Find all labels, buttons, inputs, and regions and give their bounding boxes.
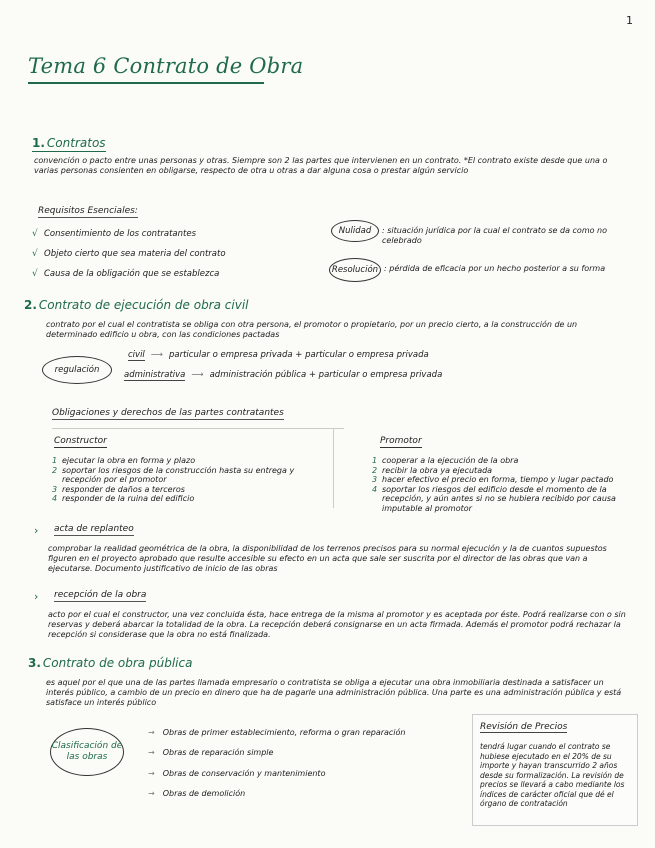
arrow-right-icon: → [148,789,155,799]
regulacion-admin-row [124,370,442,380]
constructor-heading: Constructor [54,436,107,446]
section-3-heading [28,656,192,670]
resolucion-definition: : pérdida de eficacia por un hecho posterior a su forma [384,264,606,273]
section-3-number: 3. [28,656,41,670]
section-1-heading [32,136,106,152]
list-item: → Obras de demolición [148,789,246,799]
regulacion-civil-row [128,350,429,360]
requisito-item [32,224,332,244]
clasificacion-label: Clasificación de las obras [51,741,123,762]
civil-key: civil [128,350,145,360]
list-item: → Obras de reparación simple [148,748,274,758]
section-3-title: Contrato de obra pública [42,656,193,670]
recepcion-text: acto por el cual el constructor, una vez concluida ésta, hace entrega de la misma al promotor y es aceptada por éste. Podrá realizarse con o sin reservas y deberá abarcar la totalidad de la obra. La recepción deberá consignarse en un acta firmada. Además el promotor podrá rechazar la recepción si considerase que la obra no está finalizada. [48,610,626,639]
divider [52,428,344,429]
requisito-label: Objeto cierto que sea materia del contrato [44,249,226,259]
nulidad-oval: Nulidad [331,220,379,242]
constructor-list [52,456,324,504]
promotor-heading: Promotor [380,436,422,446]
obras-list [148,722,406,804]
promotor-list [372,456,634,513]
civil-value: particular o empresa privada + particular o empresa privada [168,350,429,360]
revision-title: Revisión de Precios [480,722,568,732]
obra-civil-definition: contrato por el cual el contratista se obliga con otra persona, el promotor o propietario, por un precio cierto, a la construcción de un determinado edificio u obra, con las condiciones pactadas [46,320,578,339]
arrow-right-icon: ⟶ [191,370,204,380]
section-1-number: 1. [32,136,45,150]
arrow-right-icon: ⟶ [150,350,163,360]
contratos-definition: convención o pacto entre unas personas y otras. Siempre son 2 las partes que intervienen en un contrato. *El contrato existe desde que una o varias personas consienten en obligarse, respecto de otra u otras a dar alguna cosa o prestar algún servicio [34,156,608,175]
obra-publica-definition: es aquel por el que una de las partes llamada empresario o contratista se obliga a ejecutar una obra inmobiliaria destinada a satisfacer un interés público, a cambio de un precio en dinero que ha de pagarle una administración pública. Una parte es una administración pública y está satisface un interés público [46,678,622,707]
check-icon: √ [32,229,38,239]
revision-text: tendrá lugar cuando el contrato se hubiese ejecutado en el 20% de su importe y hayan transcurrido 2 años desde su formalización. La revisión de precios se llevará a cabo mediante los índices de carácter oficial que dé el órgano de contratación [480,742,625,808]
check-icon: √ [32,269,38,279]
list-item: 4 soportar los riesgos del edificio desde el momento de la recepción, y aún antes si no se hubiera recibido por causa imputable al promotor [372,484,616,513]
chevron-right-icon: › [34,590,39,603]
replanteo-text: comprobar la realidad geométrica de la obra, la disponibilidad de los terrenos precisos para su normal ejecución y la de cuantos supuestos figuren en el proyecto aprobado que resulte accesible su efecto en un acta que sale ser suscrita por el director de las obras que van a ejecutarse. Documento justificativo de inicio de las obras [48,544,607,573]
divider [333,428,334,508]
list-item: 3 hacer efectivo el precio en forma, tiempo y lugar pactado [372,475,614,484]
section-2-title: Contrato de ejecución de obra civil [38,298,249,312]
recepcion-title: recepción de la obra [54,590,147,600]
requisito-item [32,264,332,284]
list-item: 1 ejecutar la obra en forma y plazo [52,456,196,465]
check-icon: √ [32,249,38,259]
list-item: 1 cooperar a la ejecución de la obra [372,456,519,465]
chevron-right-icon: › [34,524,39,537]
list-item: 4 responder de la ruina del edificio [52,494,195,503]
obligaciones-title: Obligaciones y derechos de las partes contratantes [52,408,284,418]
list-item: 2 recibir la obra ya ejecutada [372,465,493,475]
arrow-right-icon: → [148,748,155,758]
clasificacion-oval [50,728,124,776]
page-number: 1 [626,14,633,27]
replanteo-title: acta de replanteo [54,524,134,534]
requisito-item [32,244,332,264]
section-2-heading [24,298,249,312]
list-item: 2 soportar los riesgos de la construcción hasta su entrega y recepción por el promotor [52,465,295,484]
list-item: → Obras de primer establecimiento, reforma o gran reparación [148,727,406,737]
resolucion-oval: Resolución [329,258,381,282]
admin-value: administración pública + particular o empresa privada [209,370,443,380]
page-title: Tema 6 Contrato de Obra [28,54,304,78]
arrow-right-icon: → [148,768,155,778]
list-item: 3 responder de daños a terceros [52,484,185,494]
requisito-label: Causa de la obligación que se establezca [44,269,220,279]
section-2-number: 2. [24,298,37,312]
admin-key: administrativa [124,370,186,380]
list-item: → Obras de conservación y mantenimiento [148,768,326,778]
requisitos-title: Requisitos Esenciales: [38,206,138,216]
arrow-right-icon: → [148,727,155,737]
requisitos-list [32,224,332,284]
requisito-label: Consentimiento de los contratantes [44,229,196,239]
section-1-title: Contratos [46,136,106,150]
title-underline [28,82,264,84]
nulidad-definition: : situación jurídica por la cual el contrato se da como no celebrado [382,226,608,245]
regulacion-oval: regulación [42,356,112,384]
